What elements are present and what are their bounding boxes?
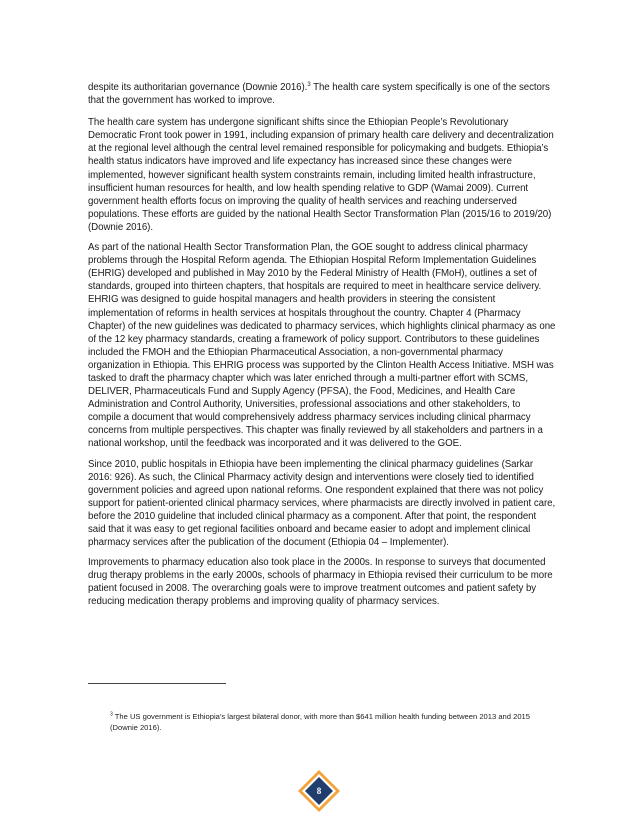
footnote-reference[interactable]: 3 xyxy=(307,81,311,88)
footnote-text: The US government is Ethiopia’s largest bilateral donor, with more than $641 million health funding between 2013 and 2015 (Downie 2016). xyxy=(110,712,531,732)
paragraph-text: despite its authoritarian governance (Downie 2016). xyxy=(88,82,308,93)
footnote-marker: 3 xyxy=(110,711,113,718)
body-text xyxy=(88,81,556,616)
paragraph-ehrig: As part of the national Health Sector Transformation Plan, the GOE sought to address clinical pharmacy problems through the Hospital Reform agenda. The Ethiopian Hospital Reform Implementation Guidelines (EHRIG) developed and published in May 2010 by the Federal Ministry of Health (FMoH), outlines a set of standards, grouped into thirteen chapters, that hospitals are required to meet in healthcare service delivery. EHRIG was designed to guide hospital managers and health providers in steering the consistent implementation of reforms in health services at hospitals throughout the country. Chapter 4 (Pharmacy Chapter) of the new guidelines was dedicated to pharmacy services, which highlights clinical pharmacy as one of the 12 key pharmacy standards, creating a framework of policy support. Contributors to these guidelines included the FMOH and the Ethiopian Pharmaceutical Association, a non-governmental pharmacy organization in Ethiopia. This EHRIG process was supported by the Clinton Health Access Initiative. MSH was tasked to draft the pharmacy chapter which was later enriched through a multi-partner effort with SCMS, DELIVER, Pharmaceuticals Fund and Supply Agency (PFSA), the Food, Medicines, and Health Care Administration and Control Authority, Universities, professional associations and other stakeholders, to compile a document that would comprehensively address pharmacy services including clinical pharmacy concerns from multiple perspectives. This chapter was finally reviewed by all stakeholders and partners in a national workshop, until the feedback was incorporated and it was delivered to the GOE. xyxy=(88,242,556,450)
footnote-divider xyxy=(88,683,226,684)
paragraph-since-2010: Since 2010, public hospitals in Ethiopia have been implementing the clinical pharmacy guidelines (Sarkar 2016: 926). As such, the Clinical Pharmacy activity design and interventions were closely tied to identified government policies and agreed upon national reforms. One respondent explained that there was not policy support for patient-oriented clinical pharmacy services, where pharmacists are directly involved in patient care, before the 2010 guideline that included clinical pharmacy as a component. After that point, the respondent said that it was easy to get regional facilities onboard and became easier to adopt and implement clinical pharmacy services after the publication of the document (Ethiopia 04 – Implementer). xyxy=(88,458,556,549)
page-number: 8 xyxy=(316,786,322,796)
paragraph-text: The health care system specifically is one of the sectors that the government has worked to improve. xyxy=(88,82,550,107)
footnote xyxy=(110,711,550,733)
paragraph-health-system: The health care system has undergone significant shifts since the Ethiopian People’s Revolutionary Democratic Front took power in 1991, including expansion of primary health care delivery and decentralization at the regional level although the central level remained responsible for policymaking and budgets. Ethiopia’s health status indicators have improved and life expectancy has increased since these changes were implemented, however significant health system constraints remain, including limited health infrastructure, insufficient human resources for health, and low health spending relative to GDP (Wamai 2009). Current government health efforts focus on improving the quality of health services and reaching underserved populations. These efforts are guided by the national Health Sector Transformation Plan (2015/16 to 2019/20) (Downie 2016). xyxy=(88,117,554,233)
paragraph-continuation xyxy=(88,81,556,107)
paragraph-pharmacy-education: Improvements to pharmacy education also took place in the 2000s. In response to surveys that documented drug therapy problems in the early 2000s, schools of pharmacy in Ethiopia revised their curriculum to be more patient focused in 2008. The overarching goals were to improve treatment outcomes and patient safety by reducing medication therapy problems and improving quality of pharmacy services. xyxy=(88,557,553,608)
